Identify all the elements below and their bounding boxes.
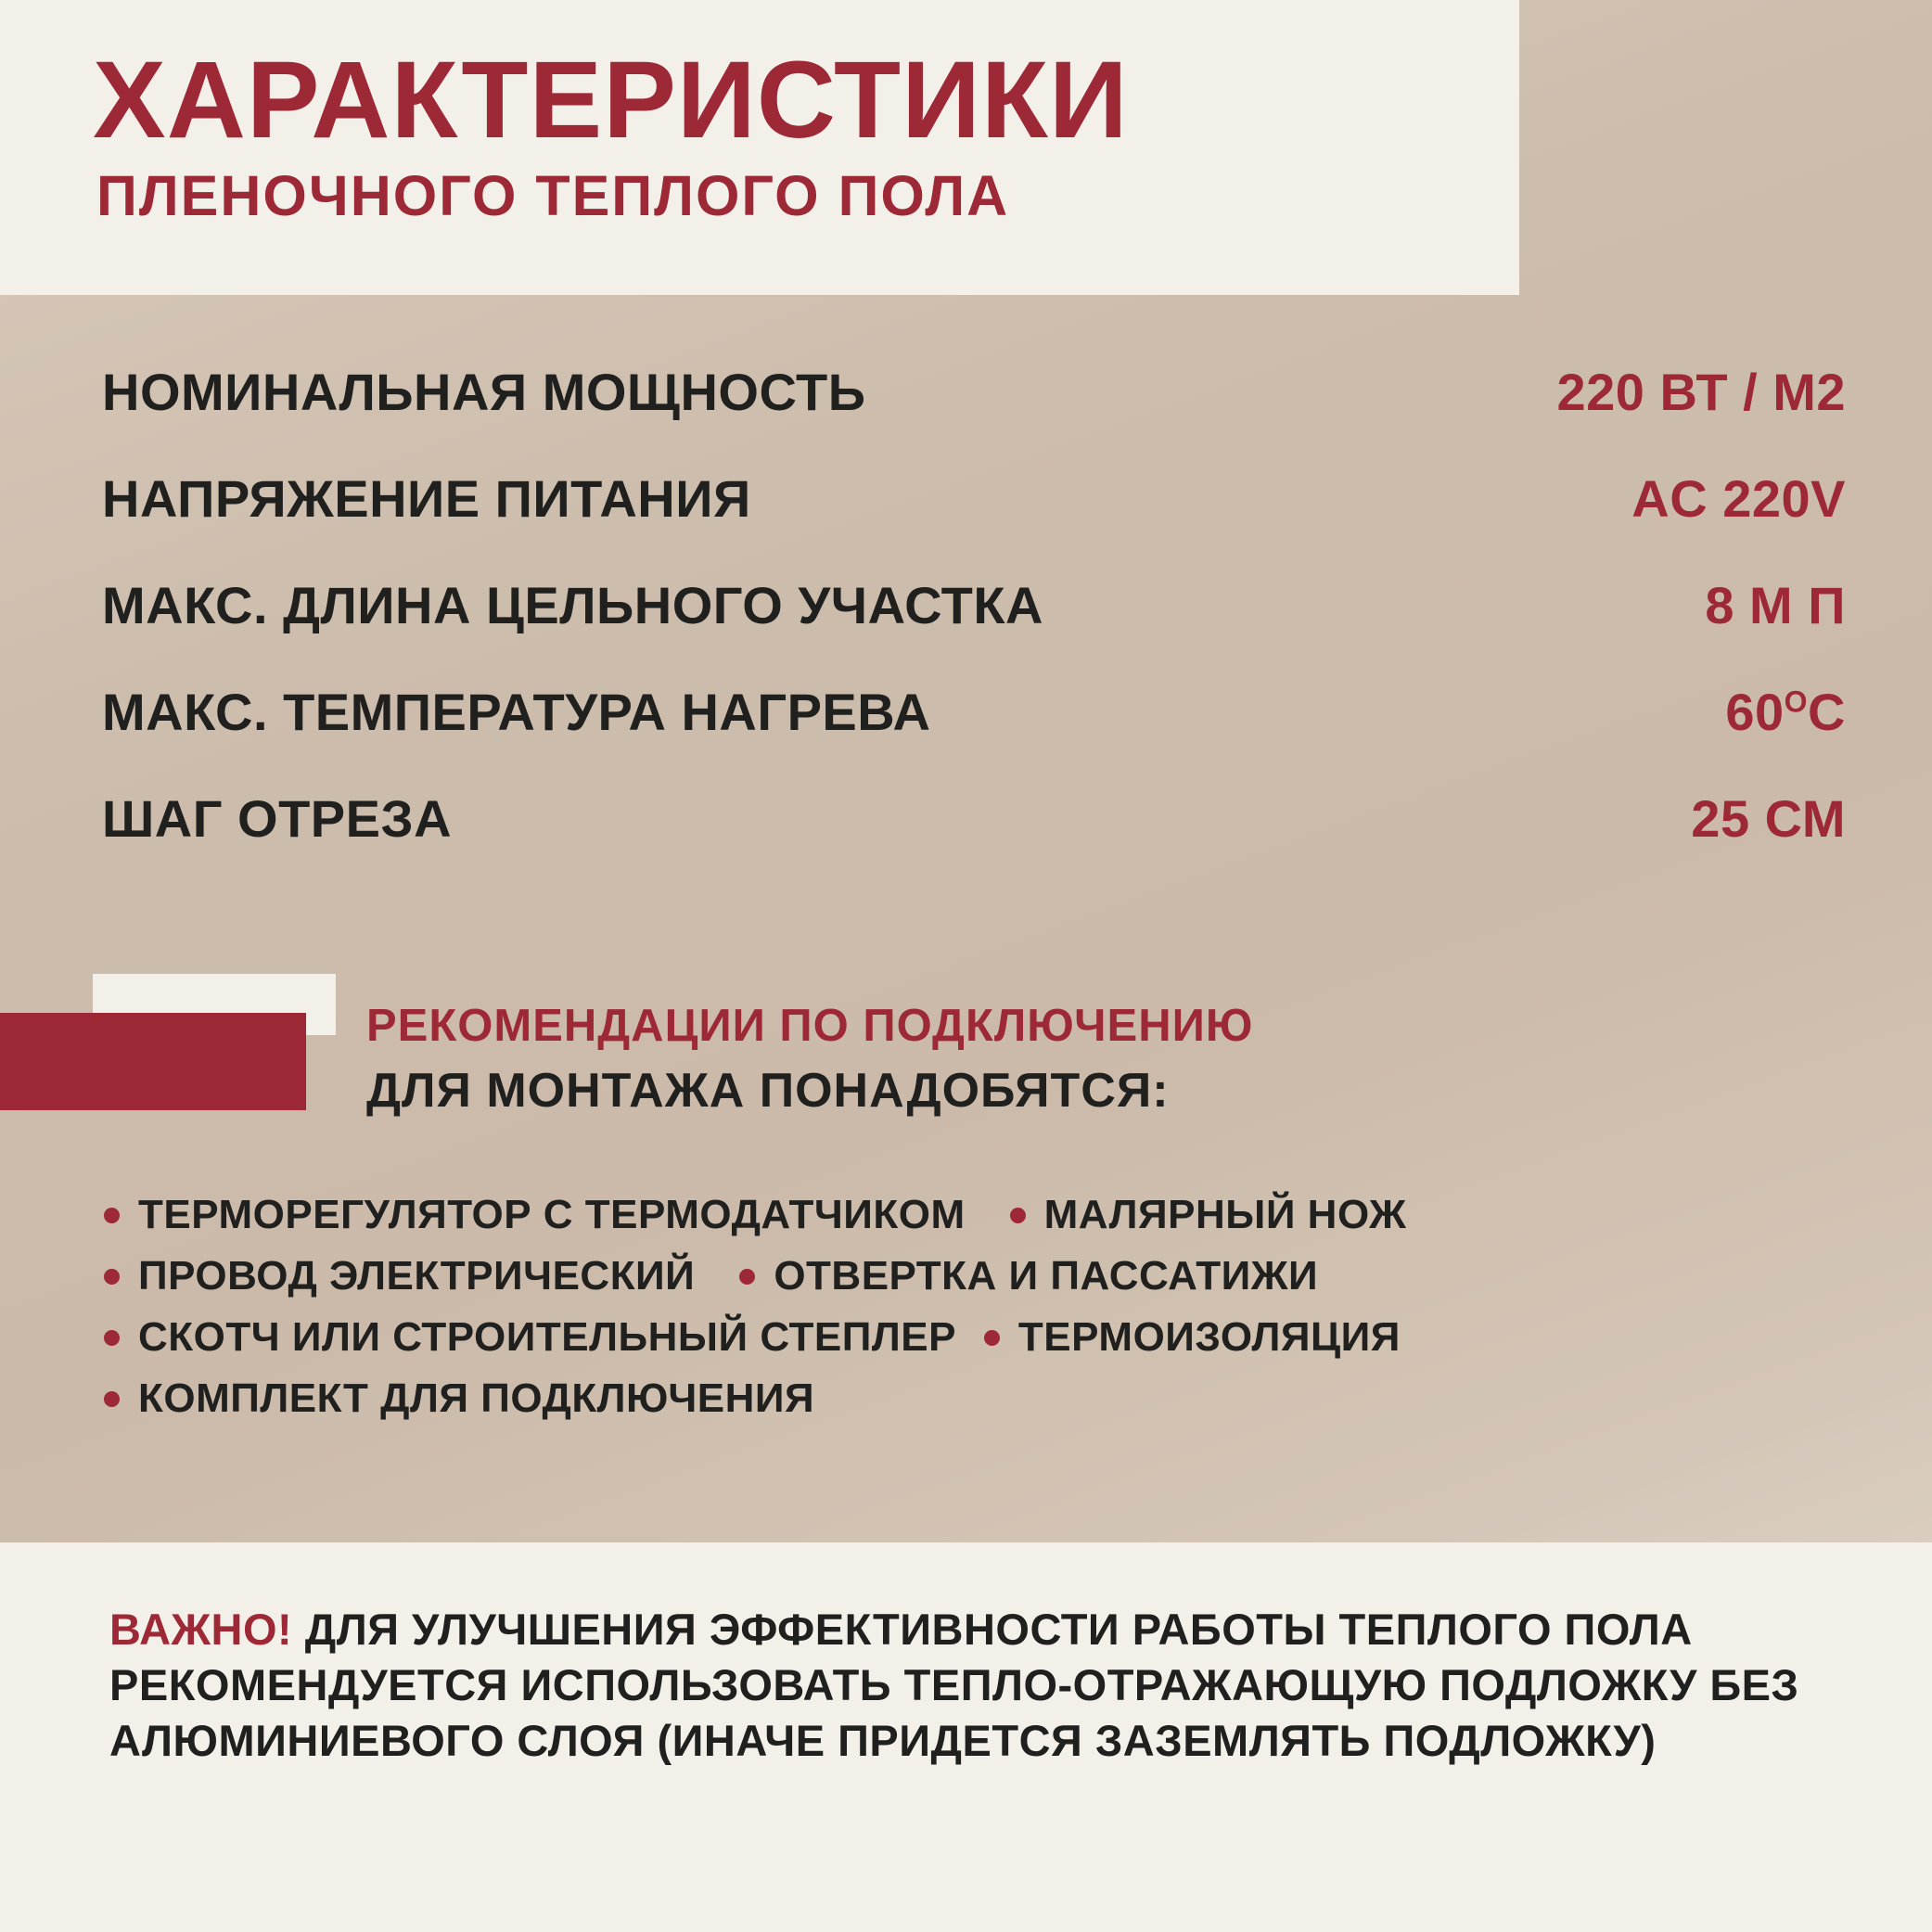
- bullet-dot-icon: [104, 1269, 120, 1285]
- important-text: ДЛЯ УЛУЧШЕНИЯ ЭФФЕКТИВНОСТИ РАБОТЫ ТЕПЛОГО ПОЛА РЕКОМЕНДУЕТСЯ ИСПОЛЬЗОВАТЬ ТЕПЛО-ОТРАЖАЮЩУЮ ПОДЛОЖКУ БЕЗ АЛЮМИНИЕВОГО СЛОЯ (ИНАЧЕ ПРИДЕТСЯ ЗАЗЕМЛЯТЬ ПОДЛОЖКУ): [109, 1605, 1799, 1766]
- header-band: [0, 0, 1519, 295]
- bullet-dot-icon: [104, 1330, 120, 1346]
- spec-row: [102, 682, 1846, 742]
- spec-value: 8 М П: [1705, 576, 1846, 634]
- list-item: [104, 1192, 1866, 1238]
- list-item-entry: [104, 1192, 966, 1238]
- spec-value: [1725, 682, 1846, 742]
- list-item-label: ТЕРМОРЕГУЛЯТОР С ТЕРМОДАТЧИКОМ: [138, 1192, 966, 1237]
- footer-band: [0, 1542, 1932, 1932]
- spec-row: [102, 362, 1846, 422]
- list-item-label: ОТВЕРТКА И ПАССАТИЖИ: [774, 1253, 1319, 1299]
- page-title: ХАРАКТЕРИСТИКИ: [93, 39, 1129, 161]
- list-item-label: ТЕРМОИЗОЛЯЦИЯ: [1017, 1314, 1401, 1360]
- list-item-label: КОМПЛЕКТ ДЛЯ ПОДКЛЮЧЕНИЯ: [138, 1375, 815, 1421]
- spec-label: НАПРЯЖЕНИЕ ПИТАНИЯ: [102, 469, 751, 528]
- specs-list: [102, 362, 1846, 895]
- list-item-entry: [104, 1253, 695, 1299]
- list-item-label: ПРОВОД ЭЛЕКТРИЧЕСКИЙ: [138, 1253, 696, 1299]
- list-item: [104, 1314, 1866, 1361]
- important-label: ВАЖНО!: [109, 1605, 293, 1654]
- list-item-label: МАЛЯРНЫЙ НОЖ: [1043, 1192, 1407, 1237]
- spec-row: [102, 468, 1846, 529]
- bullet-dot-icon: [984, 1330, 1000, 1346]
- spec-label: НОМИНАЛЬНАЯ МОЩНОСТЬ: [102, 363, 866, 421]
- header-content: [93, 39, 1484, 228]
- recommendations-text: [366, 1000, 1253, 1119]
- list-item-entry: [739, 1253, 1318, 1299]
- materials-list: [104, 1192, 1866, 1437]
- spec-value-unit: C: [1808, 683, 1846, 741]
- list-item-label: СКОТЧ ИЛИ СТРОИТЕЛЬНЫЙ СТЕПЛЕР: [138, 1314, 956, 1360]
- list-item: [104, 1253, 1866, 1299]
- spec-row: [102, 575, 1846, 635]
- spec-label: МАКС. ДЛИНА ЦЕЛЬНОГО УЧАСТКА: [102, 576, 1043, 634]
- page-subtitle: ПЛЕНОЧНОГО ТЕПЛОГО ПОЛА: [96, 164, 1010, 228]
- spec-label: ШАГ ОТРЕЗА: [102, 789, 453, 848]
- spec-value-number: 60: [1725, 683, 1785, 741]
- spec-value: 220 ВТ / М2: [1556, 363, 1846, 421]
- list-item-entry: [984, 1314, 1401, 1361]
- recommendations-title: РЕКОМЕНДАЦИИ ПО ПОДКЛЮЧЕНИЮ: [366, 1001, 1254, 1051]
- spec-value: AC 220V: [1631, 469, 1846, 528]
- list-item-entry: [104, 1375, 814, 1422]
- important-note: [109, 1602, 1844, 1769]
- bullet-dot-icon: [739, 1269, 755, 1285]
- list-item-entry: [104, 1314, 956, 1361]
- spec-value-degree: O: [1784, 685, 1809, 719]
- list-item-entry: [1010, 1192, 1407, 1238]
- spec-label: МАКС. ТЕМПЕРАТУРА НАГРЕВА: [102, 683, 931, 741]
- bullet-dot-icon: [104, 1391, 120, 1407]
- footer-content: [109, 1602, 1844, 1769]
- spec-value: 25 СМ: [1691, 789, 1846, 848]
- list-item: [104, 1375, 1866, 1422]
- spec-row: [102, 788, 1846, 849]
- bullet-dot-icon: [1010, 1208, 1026, 1223]
- bullet-dot-icon: [104, 1208, 120, 1223]
- recommendations-subtitle: ДЛЯ МОНТАЖА ПОНАДОБЯТСЯ:: [366, 1064, 1170, 1118]
- decorative-red-block: [0, 1013, 306, 1110]
